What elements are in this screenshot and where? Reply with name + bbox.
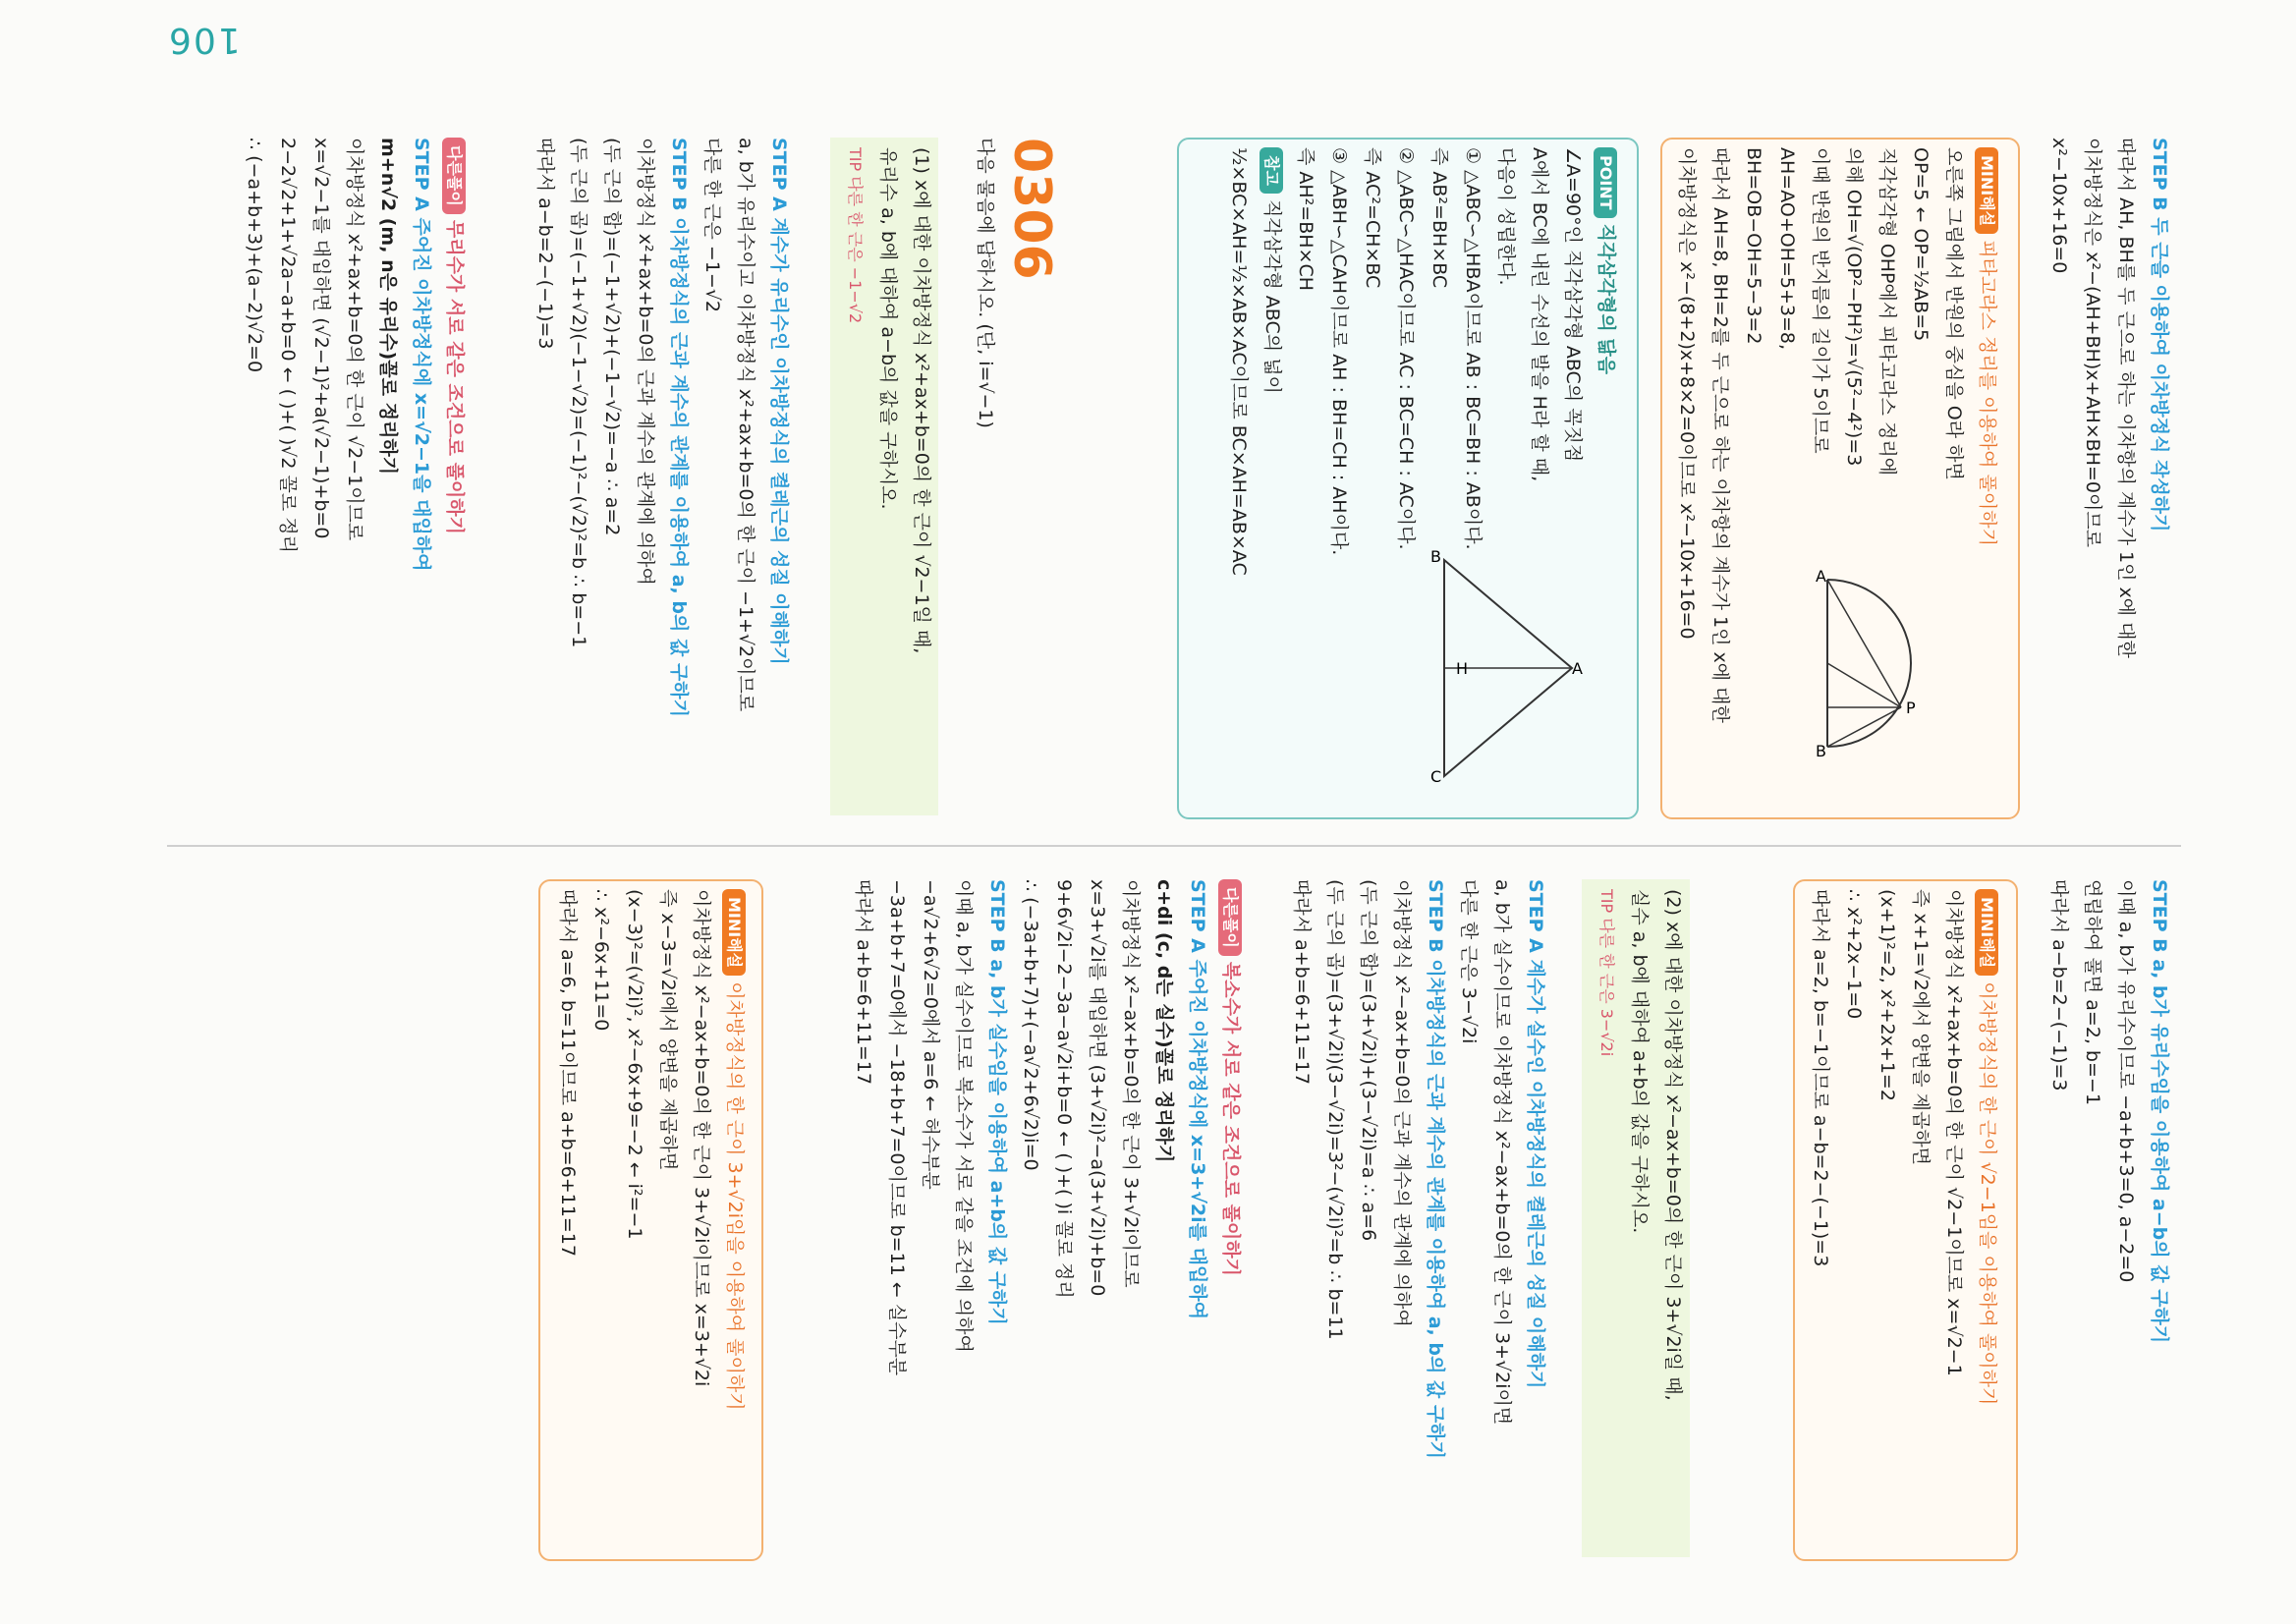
minitalk-line: 따라서 AH=8, BH=2를 두 근으로 하는 이차항의 계수가 1인 x에 대한 [1709, 147, 1731, 723]
lower-step-line: 이때 a, b가 유리수이므로 −a+b+3=0, a−2=0 [2115, 879, 2137, 1283]
solution2-line: a, b가 실수이므로 이차방정식 x²−ax+b=0의 한 근이 3+√2i이면 [1491, 879, 1513, 1426]
problem-2-solution [1285, 879, 1552, 1567]
alt-line: m+n√2 (m, n은 유리수)꼴로 정리하기 [377, 138, 399, 476]
tip-2: TIP 다른 한 근은 3−√2i [1597, 889, 1616, 1057]
point-tag: POINT [1594, 147, 1617, 218]
solution-line: 다른 한 근은 −1−√2 [701, 138, 723, 313]
point-line: 즉 AH²=BH×CH [1295, 147, 1316, 292]
semicircle-diagram [1808, 570, 1975, 766]
solution-line: (두 근의 합)=(−1+√2)+(−1−√2)=−a ∴ a=2 [601, 138, 623, 536]
point-line: 즉 AB²=BH×BC [1428, 147, 1450, 289]
note-line: 직각삼각형 ABC의 넓이 [1261, 198, 1283, 394]
problem-0306 [969, 138, 1061, 825]
svg-text:B: B [1430, 550, 1441, 566]
mini2-title: 이차방정식의 한 근이 3+√2i임을 이용하여 풀이하기 [724, 981, 746, 1411]
problem-1-solution [529, 138, 796, 825]
mini-title: 이차방정식의 한 근이 √2−1임을 이용하여 풀이하기 [1977, 981, 1998, 1406]
solution-line: STEP B 이차방정식의 근과 계수의 관계를 이용하여 a, b의 값 구하기 [668, 138, 690, 717]
alt2-line: c+di (c, d는 실수)꼴로 정리하기 [1153, 879, 1175, 1163]
point-line: ① △ABC∽△HBA이므로 AB : BC=BH : AB이다. [1462, 147, 1484, 550]
mini-line: ∴ x²+2x−1=0 [1843, 889, 1865, 1020]
note-line: ½×BC×AH=½×AB×AC이므로 BC×AH=AB×AC [1228, 147, 1250, 576]
alt-line: 2−2√2+1+√2a−a+b=0 ← ( )+( )√2 꼴로 정리 [277, 138, 299, 553]
mini2-tag: MINI해설 [722, 889, 746, 976]
minitalk-line: 이때 반원의 반지름의 길이가 5이므로 [1810, 147, 1831, 454]
alt-solution-lower [847, 879, 1248, 1567]
solution-line: 이차방정식 x²+ax+b=0의 근과 계수의 관계에 의하여 [635, 138, 656, 586]
alt2-line: 따라서 a+b=6+11=17 [853, 879, 874, 1085]
minitalk-line: 직각삼각형 OHP에서 피타고라스 정리에 [1876, 147, 1898, 476]
alt2-line: 9+6√2i−2−3a−a√2i+b=0 ← ( )+( )i 꼴로 정리 [1053, 879, 1075, 1299]
point-line: 다음이 성립한다. [1495, 147, 1517, 286]
svg-text:A: A [1572, 659, 1583, 678]
solution-line: STEP A 계수가 유리수인 이차방정식의 켤레근의 성질 이해하기 [768, 138, 790, 665]
mini-line: 따라서 a=2, b=−1이므로 a−b=2−(−1)=3 [1810, 889, 1831, 1267]
mini-line: 이차방정식 x²+ax+b=0의 한 근이 √2−1이므로 x=√2−1 [1943, 889, 1965, 1376]
mini2-line: ∴ x²−6x+11=0 [590, 889, 612, 1032]
point-line: ③ △ABH∽△CAH이므로 AH : BH=CH : AH이다. [1328, 147, 1350, 556]
problem-number: 0306 [1002, 138, 1061, 280]
problem-1 [838, 147, 938, 835]
tip-1: TIP 다른 한 근은 −1−√2 [846, 147, 865, 324]
mini-tag: MINI해설 [1975, 889, 1998, 976]
alt-tag: 다른풀이 [442, 138, 466, 214]
minitalk-line: 의해 OH=√(OP²−PH²)=√(5²−4²)=3 [1843, 147, 1865, 467]
lower-step-line: STEP B a, b가 유리수임을 이용하여 a−b의 값 구하기 [2149, 879, 2170, 1344]
minitalk-tag: MINI해설 [1975, 147, 1998, 234]
minitalk-line: OP=5 ← OP=½AB=5 [1910, 147, 1932, 342]
lower-step-b [2043, 879, 2176, 1508]
minitalk-line: AH=AO+OH=5+3=8, [1776, 147, 1798, 351]
upper-step-b-block [2043, 138, 2176, 688]
point-title: 직각삼각형의 닮음 [1596, 223, 1617, 375]
alt2-tag: 다른풀이 [1218, 879, 1242, 956]
svg-text:H: H [1456, 659, 1469, 678]
alt2-line: ∴ (−3a+b+7)+(−a√2+6√2)i=0 [1020, 879, 1041, 1171]
alt-title: 무리수가 서로 같은 조건으로 풀이하기 [444, 219, 466, 534]
mini2-line: 따라서 a=6, b=11이므로 a+b=6+11=17 [557, 889, 579, 1257]
solution2-line: STEP A 계수가 실수인 이차방정식의 켤레근의 성질 이해하기 [1525, 879, 1546, 1389]
upper-text-line: 이차방정식은 x²−(AH+BH)x+AH×BH=0이므로 [2082, 138, 2103, 548]
problem-1-line: (1) x에 대한 이차방정식 x²+ax+b=0의 한 근이 √2−1일 때, [911, 147, 932, 654]
point-line: A에서 BC에 내린 수선의 발을 H라 할 때, [1529, 147, 1550, 482]
minitalk-lower-1 [1804, 889, 2004, 1538]
point-line: 즉 AC²=CH×BC [1362, 147, 1383, 289]
problem-2 [1590, 889, 1690, 1577]
alt2-line: x=3+√2i를 대입하면 (3+√2i)²−a(3+√2i)+b=0 [1087, 879, 1108, 1297]
point-line: ∠A=90°인 직각삼각형 ABC의 꼭짓점 [1562, 147, 1584, 463]
minitalk-lower-2 [551, 889, 752, 1538]
minitalk-line: 오른쪽 그림에서 반원의 중심을 O라 하면 [1943, 147, 1965, 480]
solution2-line: 다른 한 근은 3−√2i [1458, 879, 1480, 1044]
alt2-line: 이때 a, b가 실수이므로 복소수가 서로 같을 조건에 의하여 [953, 879, 975, 1353]
alt-solution-upper [238, 138, 472, 825]
minitalk-line: BH=OB−OH=5−3=2 [1743, 147, 1764, 345]
alt2-line: STEP B a, b가 실수임을 이용하여 a+b의 값 구하기 [986, 879, 1008, 1325]
alt2-line: STEP A 주어진 이차방정식에 x=3+√2i를 대입하여 [1187, 879, 1208, 1320]
upper-text-line: x²−10x+16=0 [2048, 138, 2070, 274]
alt-line: x=√2−1를 대입하면 (√2−1)²+a(√2−1)+b=0 [310, 138, 332, 539]
solution2-line: 이차방정식 x²−ax+b=0의 근과 계수의 관계에 의하여 [1391, 879, 1413, 1327]
note-tag: 참고 [1260, 147, 1283, 194]
svg-text:P: P [1906, 699, 1916, 717]
page-number: 106 [167, 20, 241, 60]
problem-1-line: 유리수 a, b에 대하여 a−b의 값을 구하시오. [877, 147, 899, 510]
alt-line: STEP A 주어진 이차방정식에 x=√2−1을 대입하여 [411, 138, 432, 572]
upper-step-b-title: STEP B 두 근을 이용하여 이차방정식 작성하기 [2149, 138, 2170, 532]
mini-line: 즉 x+1=√2에서 양변을 제곱하면 [1910, 889, 1932, 1166]
solution2-line: (두 근의 곱)=(3+√2i)(3−√2i)=3²−(√2i)²=b ∴ b=11 [1324, 879, 1346, 1340]
alt2-title: 복소수가 서로 같은 조건으로 풀이하기 [1220, 961, 1242, 1276]
svg-text:A: A [1816, 570, 1826, 586]
alt2-line: 이차방정식 x²−ax+b=0의 한 근이 3+√2i이므로 [1120, 879, 1142, 1288]
alt-line: 이차방정식 x²+ax+b=0의 한 근이 √2−1이므로 [344, 138, 365, 541]
alt2-line: −3a+b+7=0에서 −18+b+7=0이므로 b=11 ← 실수부분 [886, 879, 908, 1376]
problem-2-line: 실수 a, b에 대하여 a+b의 값을 구하시오. [1629, 889, 1651, 1234]
problem-intro: 다음 물음에 답하시오. (단, i=√−1) [975, 138, 996, 428]
solution-line: 따라서 a−b=2−(−1)=3 [534, 138, 556, 350]
solution2-line: STEP B 이차방정식의 근과 계수의 관계를 이용하여 a, b의 값 구하기 [1425, 879, 1446, 1459]
minitalk-line: 이차방정식은 x²−(8+2)x+8×2=0이므로 x²−10x+16=0 [1676, 147, 1698, 640]
mini2-line: 이차방정식 x²−ax+b=0의 한 근이 3+√2i이므로 x=3+√2i [691, 889, 712, 1387]
mini2-line: 즉 x−3=√2i에서 양변을 제곱하면 [657, 889, 679, 1171]
svg-text:C: C [1430, 767, 1442, 786]
alt2-line: −a√2+6√2=0에서 a=6 ← 허수부분 [920, 879, 941, 1190]
minitalk-title: 피타고라스 정리를 이용하여 풀이하기 [1977, 240, 1998, 546]
mini-line: (x+1)²=2, x²+2x+1=2 [1876, 889, 1898, 1101]
solution-line: a, b가 유리수이고 이차방정식 x²+ax+b=0의 한 근이 −1+√2이므로 [735, 138, 756, 712]
svg-text:B: B [1816, 742, 1826, 760]
upper-text-line: 따라서 AH, BH를 두 근으로 하는 이차항의 계수가 1인 x에 대한 [2115, 138, 2137, 658]
solution2-line: 따라서 a+b=6+11=17 [1291, 879, 1313, 1085]
mini2-line: (x−3)²=(√2i)², x²−6x+9=−2 ← i²=−1 [624, 889, 645, 1240]
point-line: ② △ABC∽△HAC이므로 AC : BC=CH : AC이다. [1395, 147, 1417, 550]
lower-step-line: 연립하여 풀면 a=2, b=−1 [2082, 879, 2103, 1105]
solution2-line: (두 근의 합)=(3+√2i)+(3−√2i)=a ∴ a=6 [1358, 879, 1379, 1242]
page-divider [167, 845, 2181, 847]
problem-2-line: (2) x에 대한 이차방정식 x²−ax+b=0의 한 근이 3+√2i일 때, [1662, 889, 1684, 1401]
solution-line: (두 근의 곱)=(−1+√2)(−1−√2)=(−1)²−(√2)²=b ∴ b=−1 [568, 138, 589, 648]
lower-step-line: 따라서 a−b=2−(−1)=3 [2048, 879, 2070, 1092]
right-triangle-diagram [1425, 550, 1592, 786]
alt-line: ∴ (−a+b+3)+(a−2)√2=0 [244, 138, 265, 373]
